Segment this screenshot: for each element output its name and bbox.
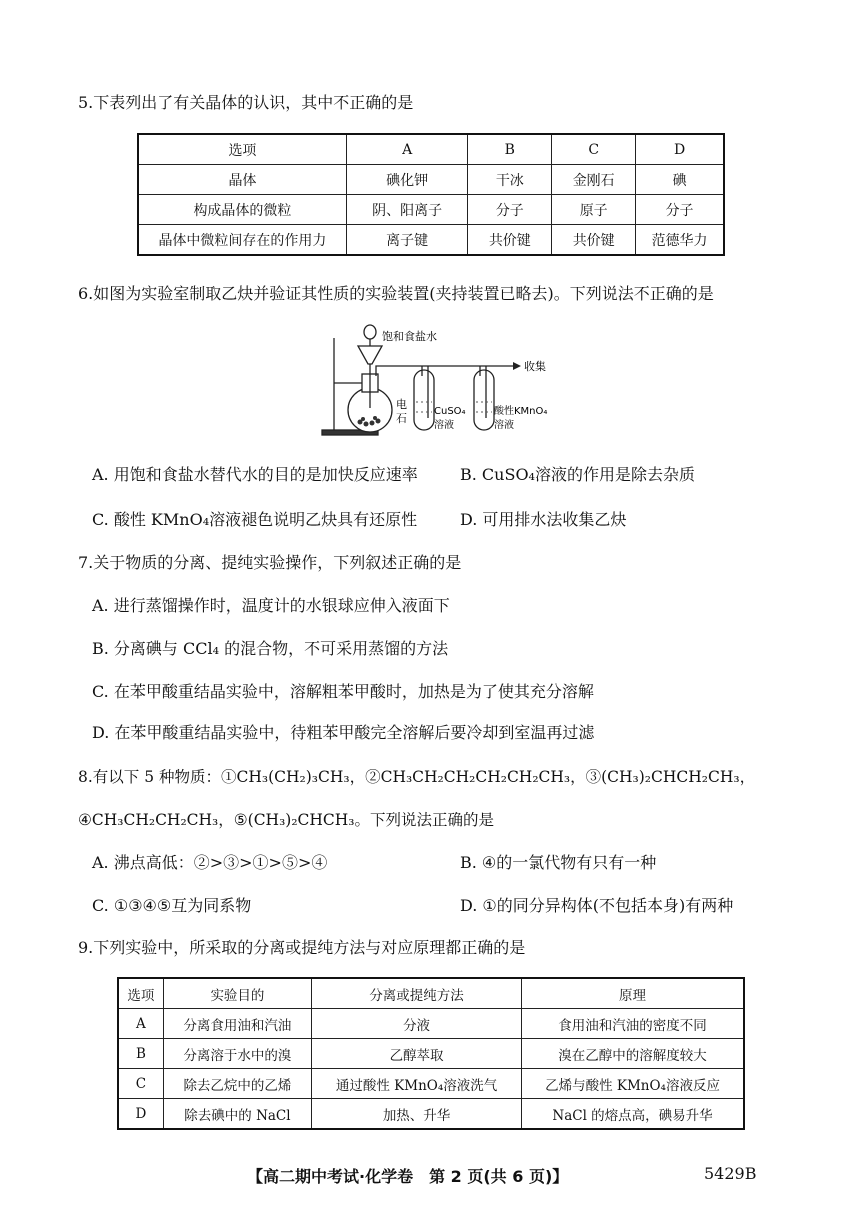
q7-stem: 7.关于物质的分离、提纯实验操作，下列叙述正确的是 [78, 553, 462, 572]
table-cell: 选项 [138, 134, 346, 165]
table-cell: 除去碘中的 NaCl [163, 1099, 311, 1130]
tube1-label-a: CuSO₄ [434, 406, 466, 417]
q6-stem: 6.如图为实验室制取乙炔并验证其性质的实验装置(夹持装置已略去)。下列说法不正确的是 [78, 284, 714, 303]
table-cell: 分离溶于水中的溴 [163, 1039, 311, 1069]
table-cell: 晶体 [138, 165, 346, 195]
table-cell: 分子 [636, 195, 724, 225]
table-cell: 离子键 [346, 225, 468, 256]
table-cell: 金刚石 [552, 165, 636, 195]
table-cell: NaCl 的熔点高，碘易升华 [522, 1099, 744, 1130]
q9-stem: 9.下列实验中，所采取的分离或提纯方法与对应原理都正确的是 [78, 938, 526, 957]
stone-label-2: 石 [396, 412, 407, 425]
table-row [138, 225, 724, 256]
q5-stem: 5.下表列出了有关晶体的认识，其中不正确的是 [78, 93, 414, 112]
table-cell: 乙醇萃取 [312, 1039, 522, 1069]
table-cell: 构成晶体的微粒 [138, 195, 346, 225]
collect-label: 收集 [524, 360, 546, 373]
table-cell: 通过酸性 KMnO₄溶液洗气 [312, 1069, 522, 1099]
table-cell: 范德华力 [636, 225, 724, 256]
q7-option-c: C. 在苯甲酸重结晶实验中，溶解粗苯甲酸时，加热是为了使其充分溶解 [92, 682, 594, 701]
table-cell: 乙烯与酸性 KMnO₄溶液反应 [522, 1069, 744, 1099]
table-cell: A [118, 1009, 163, 1039]
table-cell: 共价键 [552, 225, 636, 256]
q8-option-a: A. 沸点高低：②>③>①>⑤>④ [92, 853, 328, 872]
q8-stem-line2: ④CH₃CH₂CH₂CH₃，⑤(CH₃)₂CHCH₃。下列说法正确的是 [78, 811, 495, 829]
table-cell: 分离食用油和汽油 [163, 1009, 311, 1039]
table-cell: 分子 [468, 195, 552, 225]
paper-code: 5429B [704, 1164, 757, 1183]
q6-option-d: D. 可用排水法收集乙炔 [460, 510, 627, 529]
table-header-row [138, 134, 724, 165]
table-cell: 原理 [522, 978, 744, 1009]
table-cell: A [346, 134, 468, 165]
table-cell: 加热、升华 [312, 1099, 522, 1130]
table-cell: 除去乙烷中的乙烯 [163, 1069, 311, 1099]
table-cell: 原子 [552, 195, 636, 225]
q7-option-a: A. 进行蒸馏操作时，温度计的水银球应伸入液面下 [92, 596, 450, 615]
page-footer-title: 【高二期中考试·化学卷 第 2 页(共 6 页)】 [247, 1167, 569, 1186]
table-cell: 溴在乙醇中的溶解度较大 [522, 1039, 744, 1069]
table-cell: 选项 [118, 978, 163, 1009]
tube2-label-a: 酸性KMnO₄ [494, 406, 548, 417]
table-cell: 阴、阳离子 [346, 195, 468, 225]
table-cell: 共价键 [468, 225, 552, 256]
tube1-label-b: 溶液 [434, 420, 454, 431]
table-row [118, 1069, 744, 1099]
q8-option-d: D. ①的同分异构体(不包括本身)有两种 [460, 896, 734, 915]
q7-option-d: D. 在苯甲酸重结晶实验中，待粗苯甲酸完全溶解后要冷却到室温再过滤 [92, 723, 595, 742]
table-cell: D [636, 134, 724, 165]
table-header-row [118, 978, 744, 1009]
table-row [118, 1039, 744, 1069]
table-cell: 分离或提纯方法 [312, 978, 522, 1009]
q6-option-a: A. 用饱和食盐水替代水的目的是加快反应速率 [92, 465, 418, 484]
table-cell: 实验目的 [163, 978, 311, 1009]
q8-option-c: C. ①③④⑤互为同系物 [92, 896, 252, 915]
table-row [138, 165, 724, 195]
q6-option-c: C. 酸性 KMnO₄溶液褪色说明乙炔具有还原性 [92, 510, 418, 529]
funnel-label: 饱和食盐水 [382, 330, 437, 343]
q7-option-b: B. 分离碘与 CCl₄ 的混合物，不可采用蒸馏的方法 [92, 639, 449, 658]
table-cell: C [552, 134, 636, 165]
q8-option-b: B. ④的一氯代物有只有一种 [460, 853, 657, 872]
table-cell: 分液 [312, 1009, 522, 1039]
table-cell: 晶体中微粒间存在的作用力 [138, 225, 346, 256]
table-row [118, 1099, 744, 1130]
q5-crystal-table [137, 133, 725, 256]
table-cell: C [118, 1069, 163, 1099]
table-cell: B [468, 134, 552, 165]
table-row [118, 1009, 744, 1039]
table-cell: 碘 [636, 165, 724, 195]
table-cell: D [118, 1099, 163, 1130]
q8-stem-line1: 8.有以下 5 种物质：①CH₃(CH₂)₃CH₃，②CH₃CH₂CH₂CH₂CH₂CH₃，③(CH₃)₂CHCH₂CH₃， [78, 768, 756, 786]
q9-separation-table [117, 977, 745, 1130]
stone-label-1: 电 [396, 398, 407, 411]
table-cell: 干冰 [468, 165, 552, 195]
tube2-label-b: 溶液 [494, 420, 514, 431]
q6-option-b: B. CuSO₄溶液的作用是除去杂质 [460, 465, 695, 484]
table-cell: 碘化钾 [346, 165, 468, 195]
acetylene-apparatus-figure [318, 318, 558, 440]
table-cell: B [118, 1039, 163, 1069]
table-row [138, 195, 724, 225]
table-cell: 食用油和汽油的密度不同 [522, 1009, 744, 1039]
